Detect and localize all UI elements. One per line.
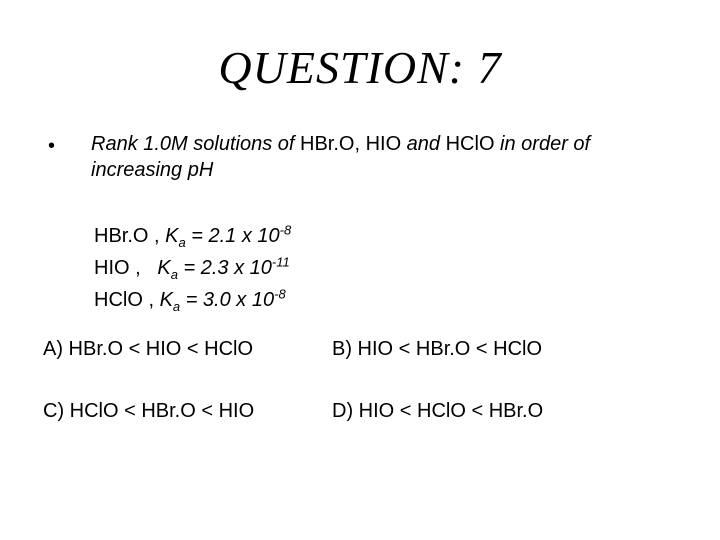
ka-value: = 2.3 x 10 — [177, 257, 272, 279]
ka-symbol: K — [159, 289, 173, 311]
choice-c[interactable]: C) HClO < HBr.O < HIO — [43, 400, 255, 422]
ka-value: = 2.1 x 10 — [185, 225, 280, 247]
question-species: HBr.O, HIO — [300, 133, 402, 155]
ka-value: = 3.0 x 10 — [180, 289, 275, 311]
question-text-intro: Rank 1.0M solutions of — [91, 133, 300, 155]
question-text — [91, 131, 681, 183]
ka-compound: HClO , — [94, 289, 160, 311]
ka-symbol: K — [165, 225, 179, 247]
bullet-point: • — [48, 135, 56, 157]
ka-compound: HIO , — [94, 257, 158, 279]
ka-values-list — [94, 220, 494, 316]
ka-compound: HBr.O , — [94, 225, 166, 247]
choice-a[interactable]: A) HBr.O < HIO < HClO — [43, 338, 254, 360]
ka-exponent: -11 — [271, 254, 290, 270]
ka-line-hio — [94, 252, 494, 284]
ka-line-hbro — [94, 220, 494, 252]
ka-exponent: -8 — [279, 222, 292, 238]
ka-line-hclo — [94, 284, 494, 316]
ka-subscript: a — [178, 235, 186, 250]
slide-title: QUESTION: 7 — [218, 42, 502, 93]
question-species-2: HClO — [445, 133, 495, 155]
choice-b[interactable]: B) HIO < HBr.O < HClO — [332, 338, 543, 360]
choice-d[interactable]: D) HIO < HClO < HBr.O — [332, 400, 544, 422]
ka-exponent: -8 — [274, 286, 286, 302]
question-and: and — [401, 133, 446, 155]
ka-subscript: a — [170, 267, 178, 282]
ka-subscript: a — [172, 299, 181, 314]
question-text-end: in order of increasing pH — [91, 133, 591, 181]
ka-symbol: K — [157, 257, 171, 279]
